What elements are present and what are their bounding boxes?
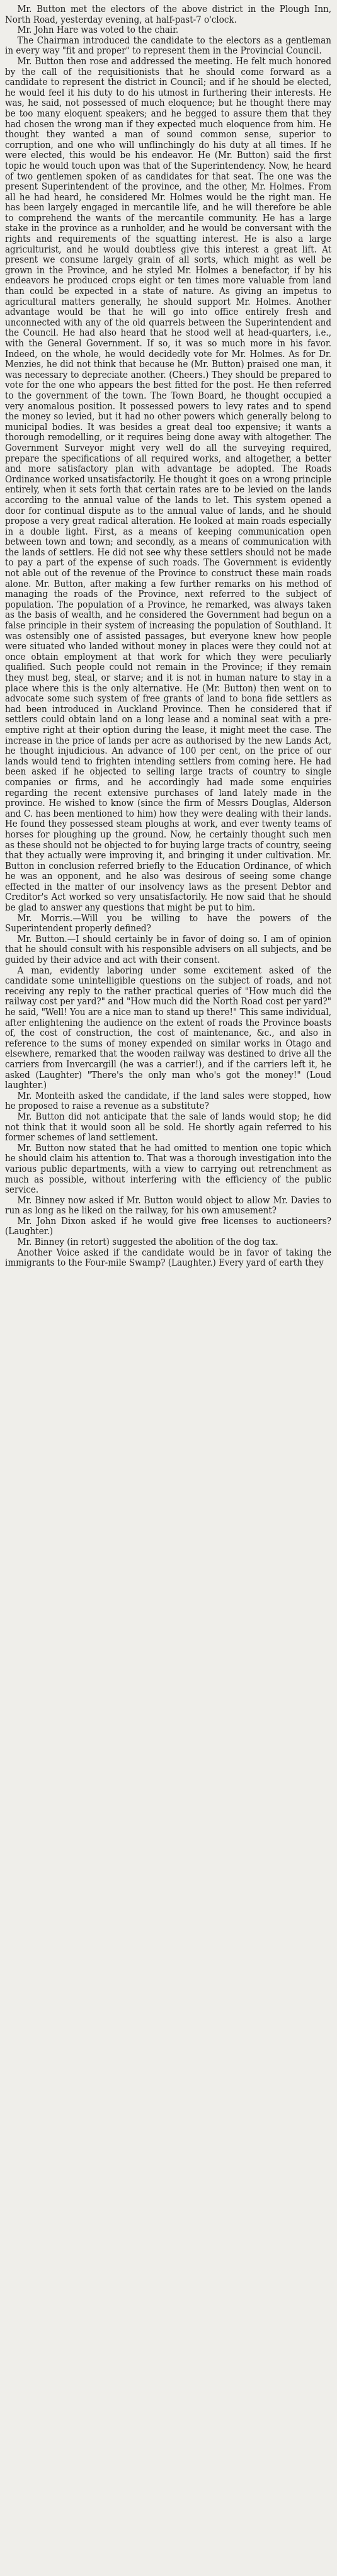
opening-paragraph: Mr. Button met the electors of the above district in the Plough Inn, North Road, yesterday evening, at half-past-7 o'clock. <box>5 3 331 25</box>
swamp-question-paragraph: Another Voice asked if the candidate would be in favor of taking the immigrants to the Four-mile Swamp? (Laughter.) Every yard of earth they <box>5 1246 331 1269</box>
land-sales-answer-paragraph: Mr. Button did not anticipate that the sale of lands would stop; he did not think that it would soon all be sold. He shortly again referred to his former schemes of land settlement. <box>5 1110 331 1143</box>
chairman-introduction-paragraph: The Chairman introduced the candidate to the electors as a gentleman in every way "fit and proper" to represent them in the Provincial Council. <box>5 34 331 57</box>
answer-paragraph: Mr. Button.—I should certainly be in favor of doing so. I am of opinion that he should consult with his responsible advisers on all subjects, and be guided by their advice and act with their consent. <box>5 933 331 966</box>
retrenchment-paragraph: Mr. Button now stated that he had omitted to mention one topic which he should claim his attention to. That was a thorough investigation into the various public departments, with a view to carrying out retrenchment as much as possible, without interfering with the efficiency of the public service. <box>5 1142 331 1196</box>
article-column <box>5 4 331 1268</box>
excited-questioner-paragraph: A man, evidently laboring under some excitement asked of the candidate some unintelligible questions on the subject of roads, and not receiving any reply to the rather practical queries of "How much did the railway cost per yard?" and "How much did the North Road cost per yard?" he said, "Well! You are a nice man to stand up there!" This same individual, after enlightening the audience on the extent of roads the Province boasts of, the cost of construction, the cost of maintenance, &c., and also in reference to the sums of money expended on similar works in Otago and elsewhere, remarked that the wooden railway was destined to drive all the carriers from Invercargill (he was a carrier!), and if the carriers left it, he asked (Laughter) "There's the only man who's got the money!" (Loud laughter.) <box>5 964 331 1091</box>
land-sales-question-paragraph: Mr. Monteith asked the candidate, if the land sales were stopped, how he proposed to raise a revenue as a substitute? <box>5 1089 331 1112</box>
candidate-address-paragraph: Mr. Button then rose and addressed the meeting. He felt much honored by the call of the requisitionists that he should come forward as a candidate to represent the district in Council; and if he should be elected, he would feel it his duty to do his utmost in furthering their interests. He was, he said, not possessed of much eloquence; but he thought there may be too many eloquent speakers; and he begged to assure them that they had chosen the wrong man if they expected much eloquence from him. He thought they wanted a man of sound common sense, superior to corruption, and one who will unflinchingly do his duty at all times. If he were elected, this would be his endeavor. He (Mr. Button) said the first topic he would touch upon was that of the Superintendency. Now, he heard of two gentlemen spoken of as candidates for that seat. The one was the present Superintendent of the province, and the other, Mr. Holmes. From all he had heard, he considered Mr. Holmes would be the right man. He has been largely engaged in mercantile life, and he will therefore be able to comprehend the wants of the mercantile community. He has a large stake in the province as a runholder, and he would be conversant with the rights and requirements of the squatting interest. He is also a large agriculturist, and he would doubtless give this interest a great lift. At present we consume largely grain of all sorts, which might as well be grown in the Province, and he styled Mr. Holmes a benefactor, if by his endeavors he produced crops eight or ten times more valuable from land than could be expected in a state of nature. As giving an impetus to agricultural matters generally, he should support Mr. Holmes. Another advantage would be that he will go into office entirely fresh and unconnected with any of the old quarrels between the Superintendent and the Council. He had also heard that he stood well at head-quarters, i.e., with the General Government. If so, it was so much more in his favor. Indeed, on the whole, he would decidedly vote for Mr. Holmes. As for Dr. Menzies, he did not think that because he (Mr. Button) praised one man, it was necessary to depreciate another. (Cheers.) They should be prepared to vote for the one who appears the best fitted for the post. He then referred to the government of the town. The Town Board, he thought occupied a very anomalous position. It possessed powers to levy rates and to spend the money so levied, but it had no other powers which generally belong to municipal bodies. It was besides a great deal too expensive; it wants a thorough remodelling, or it requires being done away with altogether. The Government Surveyor might very well do all the surveying required, prepare the specifications of all required works, and altogether, a better and more satisfactory plan with advantage be adopted. The Roads Ordinance worked unsatisfactorily. He thought it goes on a wrong principle entirely, when it sets forth that certain rates are to be levied on the lands according to the annual value of the lands to let. This system opened a door for continual dispute as to the annual value of lands, and he should propose a very great radical alteration. He looked at main roads especially in a double light. First, as a means of keeping communication open between town and town; and secondly, as a means of communication with the lands of settlers. He did not see why these settlers should not be made to pay a part of the expense of such roads. The Government is evidently not able out of the revenue of the Province to construct these main roads alone. Mr. Button, after making a few further remarks on his method of managing the roads of the Province, next referred to the subject of population. The population of a Province, he remarked, was always taken as the basis of wealth, and he considered the Government had begun on a false principle in their system of increasing the population of Southland. It was ostensibly one of assisted passages, but everyone knew how people were situated who landed without money in places were they could not at once obtain employment at that work for which they were peculiarly qualified. Such people could not remain in the Province; if they remain they must beg, steal, or starve; and it is not in human nature to stay in a place where this is the only alternative. He (Mr. Button) then went on to advocate some such system of free grants of land to bona fide settlers as had been introduced in Auckland Province. Then he considered that if settlers could obtain land on a long lease and a nominal seat with a pre-emptive right at their option during the lease, it might meet the case. The increase in the price of lands per acre as authorised by the new Lands Act, he thought injudicious. An advance of 100 per cent, on the price of our lands would tend to frighten intending settlers from coming here. He had been asked if he objected to selling large tracts of country to single companies or firms, and he accordingly had made some enquiries regarding the recent extensive purchases of land lately made in the province. He wished to know (since the firm of Messrs Douglas, Alderson and C. has been mentioned to him) how they were dealing with their lands. He found they possessed steam ploughs at work, and ever twenty teams of horses for ploughing up the ground. Now, he certainly thought such men as these should not be objected to for buying large tracts of country, seeing that they actually were improving it, and bringing it under cultivation. Mr. Button in conclusion referred briefly to the Education Ordinance, of which he was an opponent, and he also was desirous of seeing some change effected in the matter of our insolvency laws as the present Debtor and Creditor's Act worked so very unsatisfactorily. He now said that he should be glad to answer any questions that might be put to him. <box>5 55 331 914</box>
chair-paragraph: Mr. John Hare was voted to the chair. <box>17 24 179 36</box>
question-paragraph: Mr. Morris.—Will you be willing to have the powers of the Superintendent properly defined? <box>5 912 331 934</box>
dog-tax-paragraph: Mr. Binney (in retort) suggested the abolition of the dog tax. <box>17 1236 278 1248</box>
auctioneer-question-paragraph: Mr. John Dixon asked if he would give free licenses to auctioneers? (Laughter.) <box>5 1215 331 1237</box>
railway-question-paragraph: Mr. Binney now asked if Mr. Button would object to allow Mr. Davies to run as long as he liked on the railway, for his own amusement? <box>5 1194 331 1217</box>
